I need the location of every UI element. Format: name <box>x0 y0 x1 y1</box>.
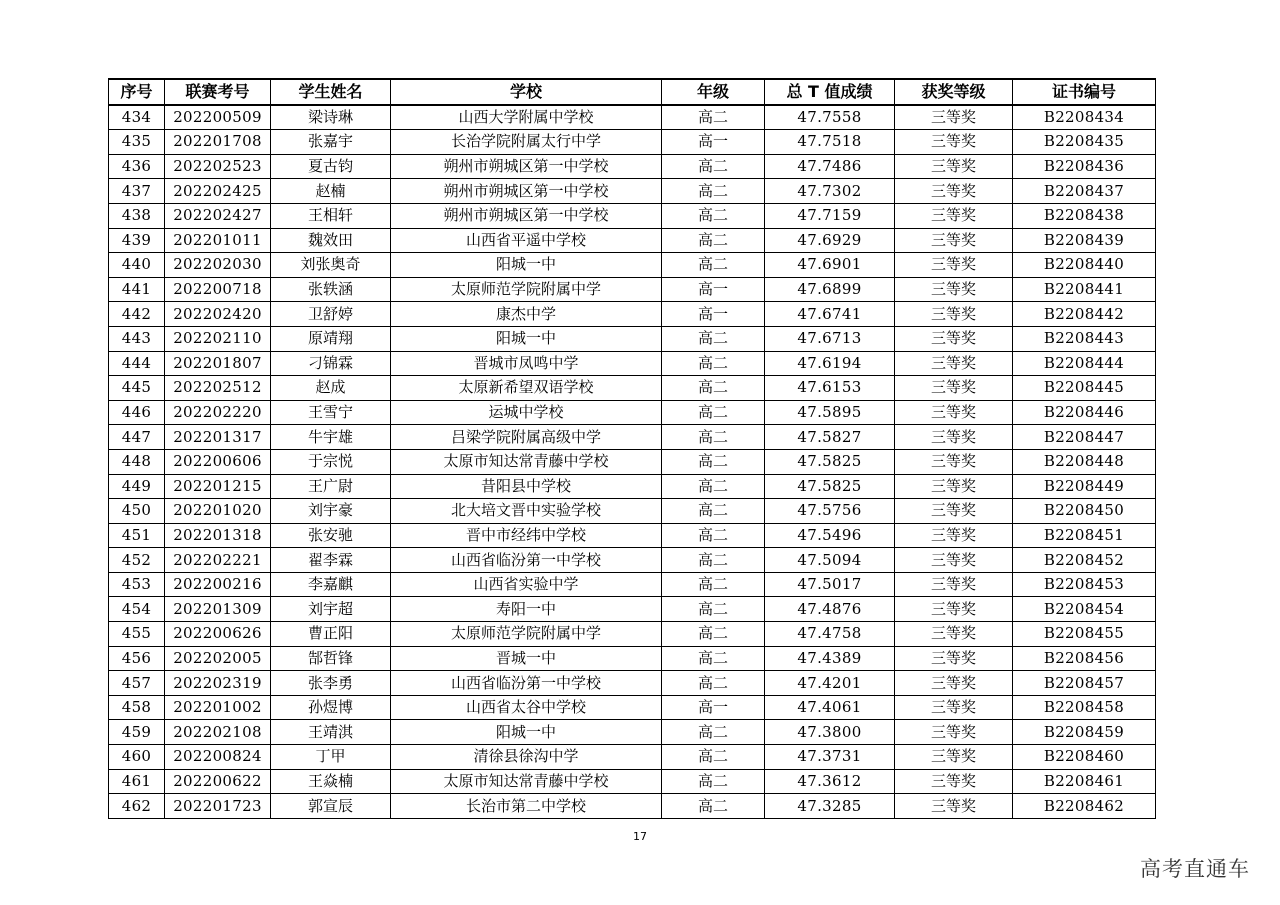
cell-student-name: 翟李霖 <box>271 548 391 573</box>
cell-score: 47.7558 <box>765 105 895 130</box>
cell-exam-number: 202200626 <box>165 622 271 647</box>
cell-index: 459 <box>109 720 165 745</box>
cell-student-name: 郜哲锋 <box>271 646 391 671</box>
cell-grade: 高二 <box>662 499 765 524</box>
table-row <box>109 376 1156 401</box>
cell-award-level: 三等奖 <box>895 425 1013 450</box>
cell-exam-number: 202201011 <box>165 228 271 253</box>
cell-certificate-number: B2208435 <box>1013 130 1156 155</box>
cell-grade: 高二 <box>662 105 765 130</box>
cell-index: 460 <box>109 745 165 770</box>
cell-exam-number: 202202030 <box>165 253 271 278</box>
cell-score: 47.5017 <box>765 572 895 597</box>
cell-school: 太原师范学院附属中学 <box>391 622 662 647</box>
cell-grade: 高二 <box>662 228 765 253</box>
cell-award-level: 三等奖 <box>895 105 1013 130</box>
cell-school: 北大培文晋中实验学校 <box>391 499 662 524</box>
cell-award-level: 三等奖 <box>895 130 1013 155</box>
cell-grade: 高一 <box>662 277 765 302</box>
cell-score: 47.6899 <box>765 277 895 302</box>
cell-score: 47.6901 <box>765 253 895 278</box>
cell-grade: 高二 <box>662 523 765 548</box>
cell-student-name: 郭宣辰 <box>271 794 391 819</box>
cell-exam-number: 202200606 <box>165 449 271 474</box>
cell-student-name: 王雪宁 <box>271 400 391 425</box>
cell-index: 434 <box>109 105 165 130</box>
cell-school: 康杰中学 <box>391 302 662 327</box>
cell-score: 47.4061 <box>765 695 895 720</box>
table-row <box>109 769 1156 794</box>
cell-student-name: 卫舒婷 <box>271 302 391 327</box>
cell-award-level: 三等奖 <box>895 474 1013 499</box>
table-row <box>109 351 1156 376</box>
cell-certificate-number: B2208442 <box>1013 302 1156 327</box>
cell-score: 47.6194 <box>765 351 895 376</box>
table-row <box>109 302 1156 327</box>
header-exam-number: 联赛考号 <box>165 79 271 105</box>
cell-score: 47.6153 <box>765 376 895 401</box>
cell-score: 47.3731 <box>765 745 895 770</box>
cell-index: 436 <box>109 154 165 179</box>
cell-score: 47.3612 <box>765 769 895 794</box>
cell-score: 47.7302 <box>765 179 895 204</box>
cell-certificate-number: B2208437 <box>1013 179 1156 204</box>
cell-exam-number: 202202108 <box>165 720 271 745</box>
cell-award-level: 三等奖 <box>895 794 1013 819</box>
cell-exam-number: 202202319 <box>165 671 271 696</box>
cell-school: 阳城一中 <box>391 253 662 278</box>
table-row <box>109 400 1156 425</box>
table-row <box>109 548 1156 573</box>
table-row <box>109 794 1156 819</box>
cell-certificate-number: B2208440 <box>1013 253 1156 278</box>
cell-exam-number: 202202425 <box>165 179 271 204</box>
table-row <box>109 695 1156 720</box>
header-score: 总 T 值成绩 <box>765 79 895 105</box>
cell-student-name: 李嘉麒 <box>271 572 391 597</box>
cell-student-name: 刘宇豪 <box>271 499 391 524</box>
cell-grade: 高二 <box>662 449 765 474</box>
cell-grade: 高二 <box>662 253 765 278</box>
cell-certificate-number: B2208446 <box>1013 400 1156 425</box>
cell-certificate-number: B2208461 <box>1013 769 1156 794</box>
watermark-text: 高考直通车 <box>1140 857 1250 881</box>
cell-score: 47.7518 <box>765 130 895 155</box>
cell-index: 452 <box>109 548 165 573</box>
table-header-row <box>109 79 1156 105</box>
cell-index: 451 <box>109 523 165 548</box>
cell-school: 阳城一中 <box>391 326 662 351</box>
table-row <box>109 253 1156 278</box>
cell-student-name: 于宗悦 <box>271 449 391 474</box>
cell-grade: 高二 <box>662 326 765 351</box>
cell-certificate-number: B2208443 <box>1013 326 1156 351</box>
cell-student-name: 张嘉宇 <box>271 130 391 155</box>
cell-index: 441 <box>109 277 165 302</box>
page-number: 17 <box>633 830 647 843</box>
cell-exam-number: 202201723 <box>165 794 271 819</box>
cell-award-level: 三等奖 <box>895 597 1013 622</box>
cell-school: 山西省临汾第一中学校 <box>391 548 662 573</box>
cell-award-level: 三等奖 <box>895 523 1013 548</box>
cell-student-name: 刁锦霖 <box>271 351 391 376</box>
table-row <box>109 499 1156 524</box>
cell-exam-number: 202201807 <box>165 351 271 376</box>
cell-certificate-number: B2208456 <box>1013 646 1156 671</box>
cell-school: 长治市第二中学校 <box>391 794 662 819</box>
header-certificate-number: 证书编号 <box>1013 79 1156 105</box>
cell-certificate-number: B2208455 <box>1013 622 1156 647</box>
cell-grade: 高二 <box>662 474 765 499</box>
table-row <box>109 425 1156 450</box>
cell-student-name: 张安驰 <box>271 523 391 548</box>
cell-award-level: 三等奖 <box>895 179 1013 204</box>
cell-school: 山西省实验中学 <box>391 572 662 597</box>
cell-school: 朔州市朔城区第一中学校 <box>391 154 662 179</box>
cell-student-name: 夏古钧 <box>271 154 391 179</box>
cell-award-level: 三等奖 <box>895 277 1013 302</box>
cell-certificate-number: B2208439 <box>1013 228 1156 253</box>
cell-student-name: 牛宇雄 <box>271 425 391 450</box>
cell-award-level: 三等奖 <box>895 302 1013 327</box>
cell-index: 435 <box>109 130 165 155</box>
cell-exam-number: 202200622 <box>165 769 271 794</box>
cell-exam-number: 202202005 <box>165 646 271 671</box>
cell-score: 47.5825 <box>765 474 895 499</box>
cell-exam-number: 202201708 <box>165 130 271 155</box>
header-grade: 年级 <box>662 79 765 105</box>
cell-exam-number: 202200824 <box>165 745 271 770</box>
cell-award-level: 三等奖 <box>895 720 1013 745</box>
cell-grade: 高二 <box>662 597 765 622</box>
cell-certificate-number: B2208441 <box>1013 277 1156 302</box>
cell-grade: 高二 <box>662 794 765 819</box>
cell-award-level: 三等奖 <box>895 769 1013 794</box>
cell-score: 47.6741 <box>765 302 895 327</box>
cell-grade: 高二 <box>662 351 765 376</box>
cell-certificate-number: B2208452 <box>1013 548 1156 573</box>
cell-school: 吕梁学院附属高级中学 <box>391 425 662 450</box>
cell-index: 445 <box>109 376 165 401</box>
cell-index: 444 <box>109 351 165 376</box>
cell-score: 47.4758 <box>765 622 895 647</box>
cell-grade: 高一 <box>662 130 765 155</box>
cell-index: 446 <box>109 400 165 425</box>
cell-certificate-number: B2208444 <box>1013 351 1156 376</box>
cell-score: 47.5895 <box>765 400 895 425</box>
cell-certificate-number: B2208449 <box>1013 474 1156 499</box>
cell-award-level: 三等奖 <box>895 376 1013 401</box>
cell-exam-number: 202201318 <box>165 523 271 548</box>
header-student-name: 学生姓名 <box>271 79 391 105</box>
cell-score: 47.3800 <box>765 720 895 745</box>
cell-student-name: 王广尉 <box>271 474 391 499</box>
cell-exam-number: 202202523 <box>165 154 271 179</box>
cell-exam-number: 202201215 <box>165 474 271 499</box>
cell-grade: 高二 <box>662 376 765 401</box>
cell-grade: 高一 <box>662 695 765 720</box>
cell-award-level: 三等奖 <box>895 253 1013 278</box>
cell-school: 太原市知达常青藤中学校 <box>391 769 662 794</box>
cell-award-level: 三等奖 <box>895 548 1013 573</box>
results-table <box>108 78 1156 819</box>
table-row <box>109 130 1156 155</box>
cell-certificate-number: B2208447 <box>1013 425 1156 450</box>
cell-grade: 高二 <box>662 671 765 696</box>
cell-certificate-number: B2208436 <box>1013 154 1156 179</box>
cell-school: 山西省平遥中学校 <box>391 228 662 253</box>
cell-student-name: 王焱楠 <box>271 769 391 794</box>
cell-index: 437 <box>109 179 165 204</box>
cell-grade: 高二 <box>662 769 765 794</box>
cell-score: 47.4389 <box>765 646 895 671</box>
cell-certificate-number: B2208458 <box>1013 695 1156 720</box>
cell-index: 453 <box>109 572 165 597</box>
cell-school: 太原师范学院附属中学 <box>391 277 662 302</box>
cell-award-level: 三等奖 <box>895 622 1013 647</box>
cell-student-name: 孙煜博 <box>271 695 391 720</box>
cell-exam-number: 202202220 <box>165 400 271 425</box>
cell-school: 阳城一中 <box>391 720 662 745</box>
cell-exam-number: 202202512 <box>165 376 271 401</box>
cell-index: 462 <box>109 794 165 819</box>
cell-student-name: 丁甲 <box>271 745 391 770</box>
cell-score: 47.7159 <box>765 203 895 228</box>
cell-award-level: 三等奖 <box>895 400 1013 425</box>
cell-exam-number: 202200216 <box>165 572 271 597</box>
cell-school: 晋城市凤鸣中学 <box>391 351 662 376</box>
cell-score: 47.5827 <box>765 425 895 450</box>
cell-school: 山西省临汾第一中学校 <box>391 671 662 696</box>
cell-certificate-number: B2208457 <box>1013 671 1156 696</box>
cell-student-name: 赵楠 <box>271 179 391 204</box>
table-row <box>109 228 1156 253</box>
table-row <box>109 720 1156 745</box>
table-row <box>109 326 1156 351</box>
table-row <box>109 597 1156 622</box>
cell-index: 450 <box>109 499 165 524</box>
table-row <box>109 179 1156 204</box>
cell-certificate-number: B2208445 <box>1013 376 1156 401</box>
cell-student-name: 王相轩 <box>271 203 391 228</box>
cell-exam-number: 202200509 <box>165 105 271 130</box>
cell-award-level: 三等奖 <box>895 745 1013 770</box>
table-row <box>109 646 1156 671</box>
cell-student-name: 赵成 <box>271 376 391 401</box>
cell-grade: 高二 <box>662 572 765 597</box>
cell-award-level: 三等奖 <box>895 572 1013 597</box>
cell-exam-number: 202202420 <box>165 302 271 327</box>
cell-school: 朔州市朔城区第一中学校 <box>391 179 662 204</box>
cell-school: 运城中学校 <box>391 400 662 425</box>
cell-school: 山西大学附属中学校 <box>391 105 662 130</box>
cell-certificate-number: B2208450 <box>1013 499 1156 524</box>
cell-exam-number: 202202110 <box>165 326 271 351</box>
cell-certificate-number: B2208434 <box>1013 105 1156 130</box>
cell-index: 454 <box>109 597 165 622</box>
cell-grade: 高二 <box>662 720 765 745</box>
cell-grade: 高二 <box>662 548 765 573</box>
cell-grade: 高二 <box>662 203 765 228</box>
cell-score: 47.6929 <box>765 228 895 253</box>
cell-school: 太原市知达常青藤中学校 <box>391 449 662 474</box>
cell-student-name: 王靖淇 <box>271 720 391 745</box>
cell-score: 47.5094 <box>765 548 895 573</box>
cell-award-level: 三等奖 <box>895 499 1013 524</box>
table-row <box>109 449 1156 474</box>
table-row <box>109 523 1156 548</box>
cell-school: 晋中市经纬中学校 <box>391 523 662 548</box>
cell-index: 442 <box>109 302 165 327</box>
cell-index: 455 <box>109 622 165 647</box>
cell-school: 昔阳县中学校 <box>391 474 662 499</box>
cell-award-level: 三等奖 <box>895 646 1013 671</box>
cell-award-level: 三等奖 <box>895 228 1013 253</box>
cell-grade: 高二 <box>662 622 765 647</box>
cell-award-level: 三等奖 <box>895 326 1013 351</box>
cell-exam-number: 202200718 <box>165 277 271 302</box>
cell-index: 456 <box>109 646 165 671</box>
cell-grade: 高二 <box>662 154 765 179</box>
cell-student-name: 刘宇超 <box>271 597 391 622</box>
cell-score: 47.5825 <box>765 449 895 474</box>
header-school: 学校 <box>391 79 662 105</box>
cell-index: 440 <box>109 253 165 278</box>
cell-certificate-number: B2208462 <box>1013 794 1156 819</box>
cell-school: 山西省太谷中学校 <box>391 695 662 720</box>
cell-award-level: 三等奖 <box>895 695 1013 720</box>
cell-school: 清徐县徐沟中学 <box>391 745 662 770</box>
cell-index: 458 <box>109 695 165 720</box>
cell-school: 晋城一中 <box>391 646 662 671</box>
cell-score: 47.5496 <box>765 523 895 548</box>
cell-school: 长治学院附属太行中学 <box>391 130 662 155</box>
table-row <box>109 745 1156 770</box>
cell-award-level: 三等奖 <box>895 203 1013 228</box>
cell-school: 太原新希望双语学校 <box>391 376 662 401</box>
cell-grade: 高二 <box>662 425 765 450</box>
table-row <box>109 474 1156 499</box>
header-index: 序号 <box>109 79 165 105</box>
table-row <box>109 203 1156 228</box>
table-row <box>109 671 1156 696</box>
table-row <box>109 622 1156 647</box>
cell-student-name: 魏效田 <box>271 228 391 253</box>
cell-grade: 高一 <box>662 302 765 327</box>
cell-score: 47.7486 <box>765 154 895 179</box>
cell-exam-number: 202202221 <box>165 548 271 573</box>
header-award-level: 获奖等级 <box>895 79 1013 105</box>
table-row <box>109 105 1156 130</box>
cell-score: 47.3285 <box>765 794 895 819</box>
cell-student-name: 张李勇 <box>271 671 391 696</box>
cell-index: 439 <box>109 228 165 253</box>
cell-exam-number: 202202427 <box>165 203 271 228</box>
cell-certificate-number: B2208454 <box>1013 597 1156 622</box>
cell-school: 朔州市朔城区第一中学校 <box>391 203 662 228</box>
cell-student-name: 张轶涵 <box>271 277 391 302</box>
cell-certificate-number: B2208453 <box>1013 572 1156 597</box>
cell-student-name: 梁诗琳 <box>271 105 391 130</box>
cell-certificate-number: B2208448 <box>1013 449 1156 474</box>
cell-index: 448 <box>109 449 165 474</box>
cell-student-name: 曹正阳 <box>271 622 391 647</box>
cell-certificate-number: B2208459 <box>1013 720 1156 745</box>
cell-grade: 高二 <box>662 745 765 770</box>
cell-exam-number: 202201020 <box>165 499 271 524</box>
cell-score: 47.4201 <box>765 671 895 696</box>
cell-student-name: 原靖翔 <box>271 326 391 351</box>
cell-award-level: 三等奖 <box>895 351 1013 376</box>
cell-score: 47.5756 <box>765 499 895 524</box>
cell-grade: 高二 <box>662 400 765 425</box>
table-row <box>109 154 1156 179</box>
cell-award-level: 三等奖 <box>895 449 1013 474</box>
cell-student-name: 刘张奥奇 <box>271 253 391 278</box>
cell-exam-number: 202201002 <box>165 695 271 720</box>
cell-certificate-number: B2208451 <box>1013 523 1156 548</box>
table-row <box>109 572 1156 597</box>
cell-award-level: 三等奖 <box>895 154 1013 179</box>
cell-exam-number: 202201317 <box>165 425 271 450</box>
cell-index: 461 <box>109 769 165 794</box>
table-body <box>109 105 1156 819</box>
cell-score: 47.4876 <box>765 597 895 622</box>
table-row <box>109 277 1156 302</box>
cell-score: 47.6713 <box>765 326 895 351</box>
cell-school: 寿阳一中 <box>391 597 662 622</box>
cell-certificate-number: B2208438 <box>1013 203 1156 228</box>
cell-index: 443 <box>109 326 165 351</box>
cell-index: 449 <box>109 474 165 499</box>
cell-grade: 高二 <box>662 179 765 204</box>
cell-certificate-number: B2208460 <box>1013 745 1156 770</box>
cell-award-level: 三等奖 <box>895 671 1013 696</box>
cell-exam-number: 202201309 <box>165 597 271 622</box>
cell-index: 438 <box>109 203 165 228</box>
cell-index: 447 <box>109 425 165 450</box>
cell-grade: 高二 <box>662 646 765 671</box>
cell-index: 457 <box>109 671 165 696</box>
